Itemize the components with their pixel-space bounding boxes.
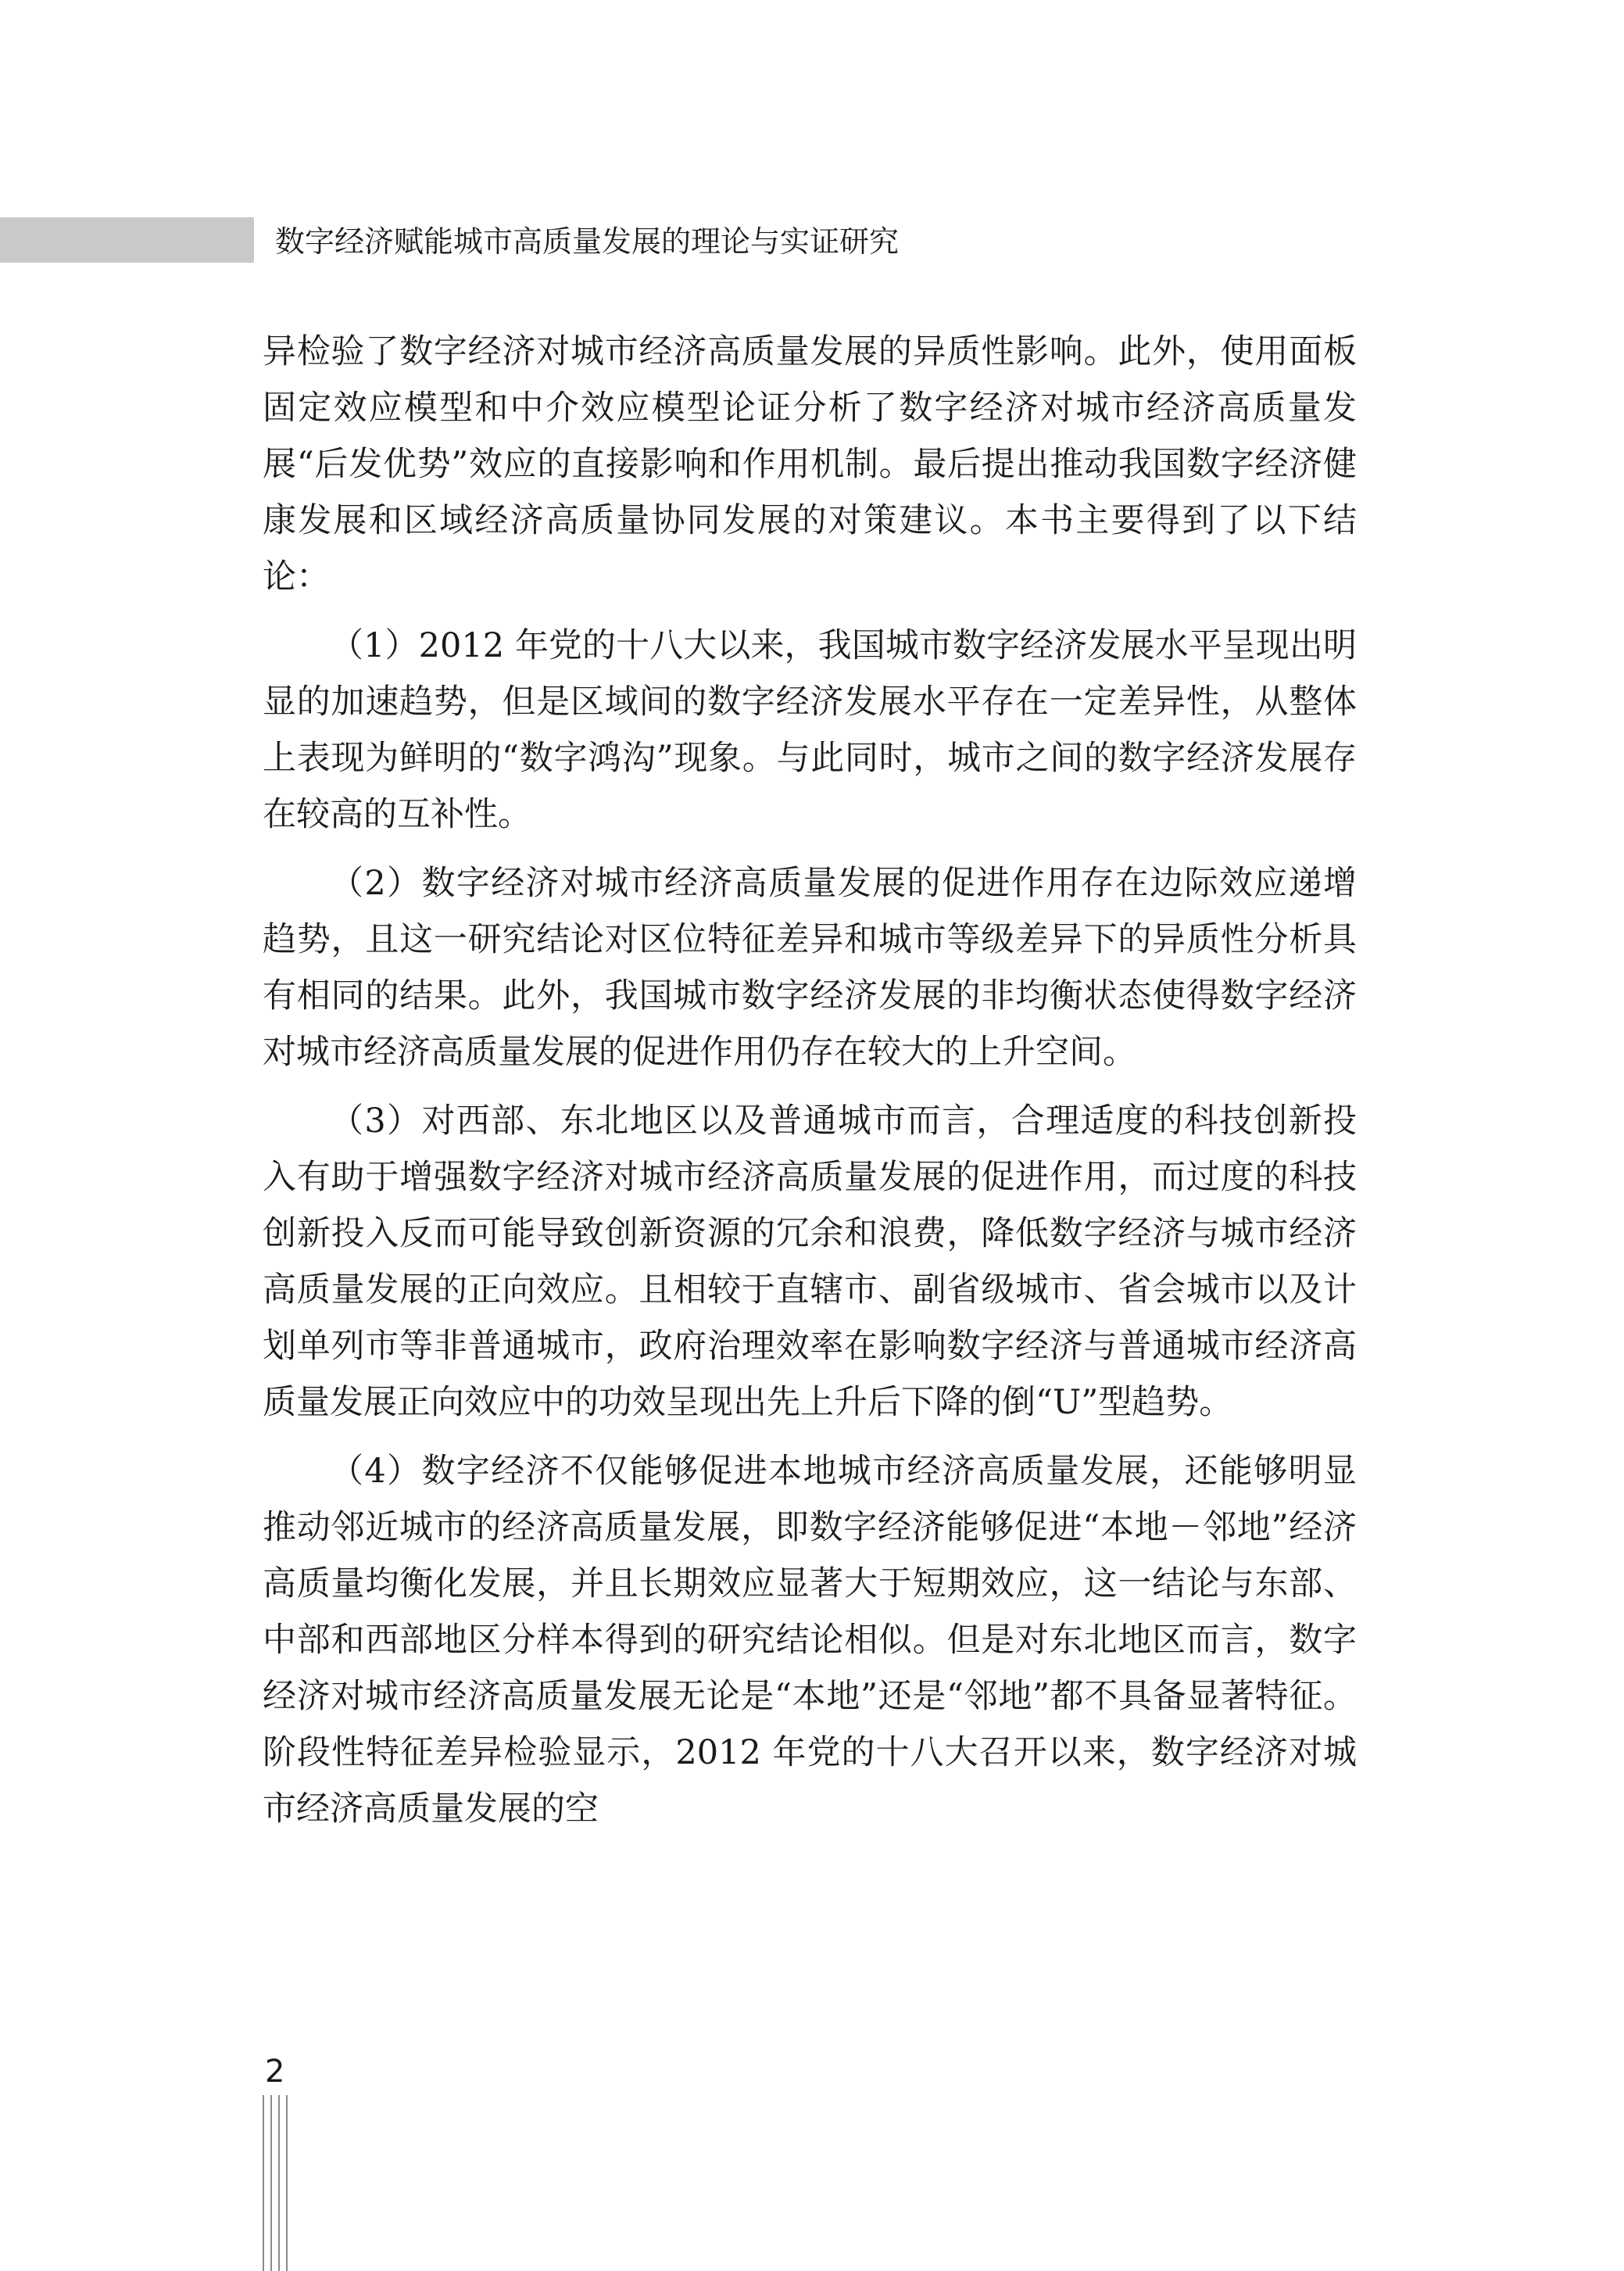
body-text: [263, 324, 1357, 1850]
margin-rule: [286, 2095, 288, 2271]
paragraph-conclusion-2: （2）数字经济对城市经济高质量发展的促进作用存在边际效应递增趋势，且这一研究结论对区位特征差异和城市等级差异下的异质性分析具有相同的结果。此外，我国城市数字经济发展的非均衡状态使得数字经济对城市经济高质量发展的促进作用仍存在较大的上升空间。: [263, 864, 1357, 1072]
paragraph-continuation: 异检验了数字经济对城市经济高质量发展的异质性影响。此外，使用面板固定效应模型和中介效应模型论证分析了数字经济对城市经济高质量发展“后发优势”效应的直接影响和作用机制。最后提出推动我国数字经济健康发展和区域经济高质量协同发展的对策建议。本书主要得到了以下结论：: [263, 332, 1357, 596]
paragraph-conclusion-4: （4）数字经济不仅能够促进本地城市经济高质量发展，还能够明显推动邻近城市的经济高质量发展，即数字经济能够促进“本地－邻地”经济高质量均衡化发展，并且长期效应显著大于短期效应，这一结论与东部、中部和西部地区分样本得到的研究结论相似。但是对东北地区而言，数字经济对城市经济高质量发展无论是“本地”还是“邻地”都不具备显著特征。阶段性特征差异检验显示，2012 年党的十八大召开以来，数字经济对城市经济高质量发展的空: [263, 1452, 1357, 1829]
header-bar: [0, 217, 254, 263]
running-head: 数字经济赋能城市高质量发展的理论与实证研究: [275, 224, 900, 259]
page-number: 2: [265, 2054, 285, 2090]
margin-rule: [270, 2095, 272, 2271]
margin-rule: [263, 2095, 264, 2271]
paragraph-conclusion-1: （1）2012 年党的十八大以来，我国城市数字经济发展水平呈现出明显的加速趋势，但是区域间的数字经济发展水平存在一定差异性，从整体上表现为鲜明的“数字鸿沟”现象。与此同时，城市之间的数字经济发展存在较高的互补性。: [263, 626, 1357, 834]
paragraph-conclusion-3: （3）对西部、东北地区以及普通城市而言，合理适度的科技创新投入有助于增强数字经济对城市经济高质量发展的促进作用，而过度的科技创新投入反而可能导致创新资源的冗余和浪费，降低数字经济与城市经济高质量发展的正向效应。且相较于直辖市、副省级城市、省会城市以及计划单列市等非普通城市，政府治理效率在影响数字经济与普通城市经济高质量发展正向效应中的功效呈现出先上升后下降的倒“U”型趋势。: [263, 1101, 1357, 1422]
margin-rule: [278, 2095, 280, 2271]
